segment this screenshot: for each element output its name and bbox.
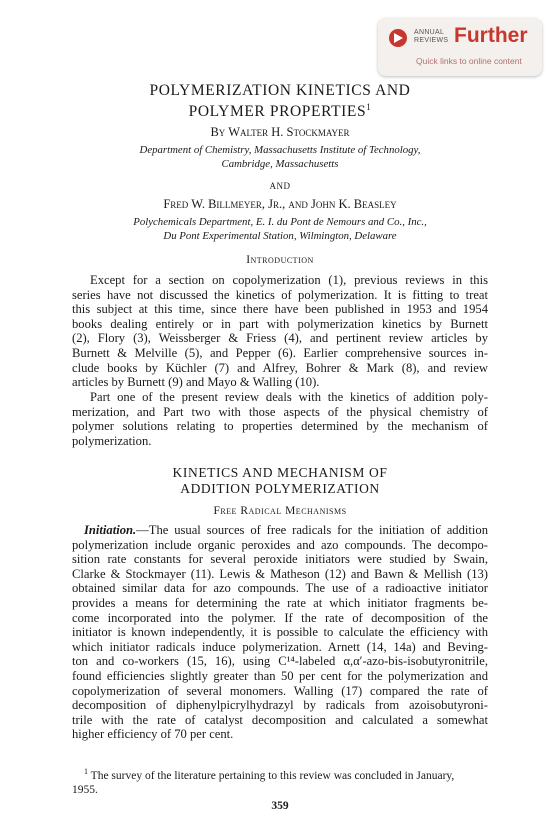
initiation-lead: Initiation. <box>84 523 137 537</box>
footnote <box>72 765 488 797</box>
affiliation-2 <box>72 215 488 243</box>
text-line: ton and co-workers (15, 16), using C¹⁴-labeled α,α′-azo-bis-isobutyronitrile, <box>72 654 488 669</box>
author-line-1: By Walter H. Stockmayer <box>210 125 350 139</box>
text-line: Clarke & Stockmayer (11). Lewis & Matheson (12) and Bawn & Mellish (13) <box>72 566 488 581</box>
text-line: Part one of the present review deals with the kinetics of addition poly- <box>90 390 488 404</box>
further-badge[interactable] <box>378 18 542 76</box>
text-line: higher efficiency of 70 per cent. <box>72 727 234 742</box>
footnote-line-1: $^1$ The survey of the literature pertaining to this review was concluded in January, <box>84 767 455 782</box>
text-line: decomposition of diphenylpicrylhydrazyl by radicals from azoisobutyroni- <box>72 698 488 713</box>
text-line: initiator is known independently, it is possible to calculate the efficiency with <box>72 625 488 640</box>
text-line: Except for a section on copolymerization (1), previous reviews in this <box>90 273 488 287</box>
badge-publisher <box>414 29 448 45</box>
text-line: trile with the rate of catalyst decomposition and calculated a somewhat <box>72 712 488 727</box>
affiliation-2-line-1: Polychemicals Department, E. I. du Pont de Nemours and Co., Inc., <box>133 216 427 228</box>
badge-further-label: Further <box>454 24 528 47</box>
text-line: Initiation.—The usual sources of free radicals for the initiation of addition <box>84 523 488 537</box>
text-line: Burnett & Melville (5), and Pepper (6). Earlier comprehensive sources in- <box>72 345 488 360</box>
part-heading-line-2: ADDITION POLYMERIZATION <box>180 481 380 496</box>
text-line: provides a means for determining the rate at which initiator fragments be- <box>72 595 488 610</box>
text-line: series have not discussed the kinetics of polymerization. It is fitting to treat <box>72 287 488 302</box>
affiliation-1 <box>72 143 488 171</box>
footnote-mark: 1 <box>84 767 88 776</box>
text-line: books dealing entirely or in part with polymerization kinetics by Burnett <box>72 316 488 331</box>
page-number: 359 <box>271 800 289 812</box>
initiation-paragraph <box>72 523 488 742</box>
badge-annual: ANNUAL <box>414 29 445 36</box>
text-line: copolymerization of several monomers. Walling (17) compared the rate of <box>72 683 488 698</box>
text-line: articles by Burnett (9) and Mayo & Walling (10). <box>72 375 320 390</box>
affiliation-2-line-2: Du Pont Experimental Station, Wilmington, Delaware <box>163 230 397 242</box>
title-line-2: POLYMER PROPERTIES$^1$ <box>188 102 372 121</box>
intro-paragraph-1 <box>72 273 488 390</box>
part-heading-line-1: KINETICS AND MECHANISM OF <box>172 465 388 480</box>
part-heading <box>72 465 488 497</box>
text-line: clude books by Küchler (7) and Alfrey, Bohrer & Mark (8), and review <box>72 360 488 375</box>
intro-paragraph-2 <box>72 390 488 448</box>
text-line: polymerization. <box>72 433 152 448</box>
introduction-heading: Introduction <box>246 254 314 266</box>
text-line: obtained similar data for azo compounds. The use of a radioactive initiator <box>72 581 488 596</box>
annual-reviews-logo-icon <box>389 29 407 47</box>
text-line: found efficiencies slightly greater than 50 per cent for the polymerization and <box>72 668 488 683</box>
text-line: merization, and Part two with those aspects of the physical chemistry of <box>72 404 488 419</box>
text-line: sition rate constants for several peroxide initiators were studied by Swain, <box>72 552 488 567</box>
affiliation-1-line-1: Department of Chemistry, Massachusetts Institute of Technology, <box>139 144 421 156</box>
badge-reviews: REVIEWS <box>414 37 449 44</box>
title-footnote-mark: 1 <box>366 102 372 112</box>
title-line-1: POLYMERIZATION KINETICS AND <box>149 82 411 99</box>
text-line: polymerization include organic peroxides and azo compounds. The decompo- <box>72 537 488 552</box>
footnote-line-2: 1955. <box>72 783 98 796</box>
text-line: this subject at this time, since there have been published in 1953 and 1954 <box>72 302 488 317</box>
text-line: which initiator radicals induce polymerization. Arnett (14, 14a) and Beving- <box>72 639 488 654</box>
text-line: polymer solutions relating to properties determined by the mechanism of <box>72 419 488 434</box>
and-label: AND <box>269 181 291 191</box>
author-line-2: Fred W. Billmeyer, Jr., and John K. Beasley <box>163 197 397 211</box>
text-line: come incorporated into the polymer. If the rate of decomposition of the <box>72 610 488 625</box>
text-line: (2), Flory (3), Weissberger & Friess (4), and pertinent review articles by <box>72 331 488 346</box>
affiliation-1-line-2: Cambridge, Massachusetts <box>221 158 339 170</box>
article-title <box>72 82 488 120</box>
badge-subtitle: Quick links to online content <box>416 56 522 66</box>
free-radical-heading: Free Radical Mechanisms <box>213 505 347 517</box>
